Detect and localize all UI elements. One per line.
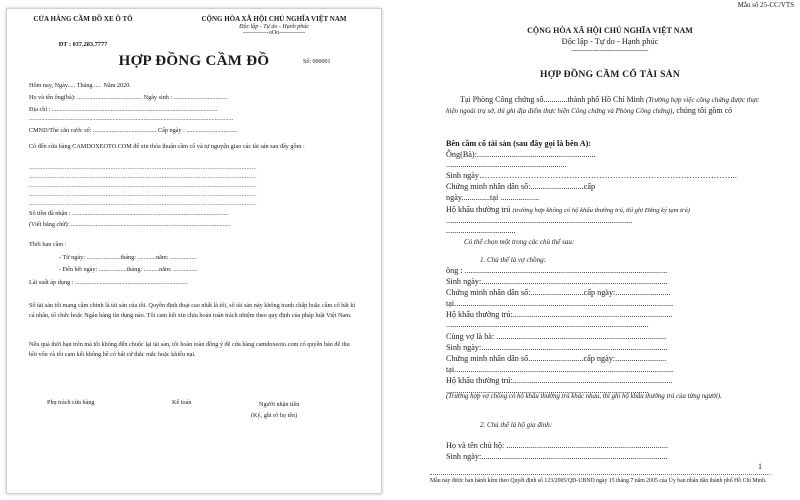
right-contract-page xyxy=(420,0,800,500)
shop-name: CỬA HÀNG CẦM ĐỒ XE Ô TÔ xyxy=(33,15,133,23)
nation-header xyxy=(179,15,369,36)
id-line: CMND/Thẻ căn cước số: ......................................... Cấp ngày : ................................. xyxy=(29,127,238,134)
nation-motto: Độc lập - Tự do - Hạnh phúc xyxy=(239,24,309,30)
to-date: - Đến hết ngày: ..................tháng: ..........năm: ................ xyxy=(59,266,198,273)
wife-residence-dots: ................................................................................................... xyxy=(446,386,649,395)
footer-note xyxy=(430,474,770,485)
asset-line: ...................................................................................................................................... xyxy=(29,165,257,171)
footer-rule xyxy=(430,474,770,475)
page-gap xyxy=(384,0,416,500)
sign-accountant: Kế toán xyxy=(172,399,192,406)
date-line: Hôm nay, Ngày..... Tháng ..... Năm 2020. xyxy=(29,82,131,89)
name-line: Họ và tên ông(bà): .......................................... Ngày sinh : ................................... xyxy=(29,94,228,101)
party-a-id: Chứng minh nhân dân số:..........................cấp xyxy=(446,182,596,191)
from-date: - Từ ngày: ......................tháng: ............năm: ................. xyxy=(59,254,197,261)
contract-title: HỢP ĐỒNG CẦM ĐỒ xyxy=(118,53,270,69)
motto-ornament: --------------------------------- xyxy=(571,46,649,54)
sign-recipient: Người nhận tiền xyxy=(259,401,300,408)
party-a-name: Ông(Bà):.......................................................... xyxy=(446,150,596,159)
motto-ornament: -------------oOo------------- xyxy=(242,30,306,36)
residence-label: Hộ khẩu thường trú xyxy=(446,205,511,214)
residence-dots: .................................. xyxy=(446,226,516,235)
overdue-paragraph: Nếu quá thời hạn trên mà tôi không đến chuộc lại tài sản, tôi hoàn toàn đồng ý để cửa hàng camdoxeoto.com có quyền bán để thu hồi vốn và tôi cam kết không hề có bất cứ thắc mắc hoặc khiếu nại. xyxy=(29,341,350,358)
shop-phone: ĐT : 037.283.7777 xyxy=(58,41,108,48)
left-contract-page xyxy=(6,8,382,494)
wife-id: Chứng minh nhân dân số...........................cấp ngày:......................... xyxy=(446,354,667,363)
asset-line: ...................................................................................................................................... xyxy=(29,174,257,180)
intro-end: , chúng tôi gồm có xyxy=(672,105,733,115)
agreement-text: Có đến cửa hàng CAMDOXEOTO.COM để xin thỏa thuận cầm cố và tự nguyện giao các tài sản sau đây gồm : xyxy=(29,143,305,150)
nation-motto: Độc lập - Tự do - Hạnh phúc xyxy=(561,37,659,46)
husband-id: Chứng minh nhân dân số:..........................cấp ngày:........................... xyxy=(446,288,671,297)
party-a-heading: Bên cầm cố tài sản (sau đây gọi là bên A): xyxy=(446,139,592,148)
choose-subject-note: Có thể chọn một trong các chủ thể sau: xyxy=(464,238,575,246)
household-head-name: Họ và tên chủ hộ: ............................................................................... xyxy=(446,441,668,450)
contract-title: HỢP ĐỒNG CẦM CỐ TÀI SẢN xyxy=(540,70,680,80)
ownership-paragraph: Số tài sản tôi mang cầm chính là tài sản của tôi. Quyền định đoạt cao nhất là tôi, số tài sản này không tranh chấp hoặc cầm cố bất kì cá nhân, tổ chức hoặc Ngân hàng tín dụng nào. Tôi cam kết xin chịu hoàn toàn trách nhiệm theo quy định của pháp luật Việt Nam. xyxy=(29,302,356,319)
residence-dots: ........................................................................................... xyxy=(446,216,633,225)
husband-id-place: tại........................................................................................................... xyxy=(446,299,674,308)
party-a-birth: Sinh ngày………………………………………………………………………………….. xyxy=(446,171,737,180)
subject-household: 2. Chủ thể là hộ gia đình: xyxy=(480,421,553,429)
wife-birth: Sinh ngày:........................................................................................... xyxy=(446,343,668,352)
residence-note: (trường hợp không có hộ khẩu thường trú, thì ghi Đăng ký tạm trú) xyxy=(512,207,690,214)
page-number: 1 xyxy=(758,462,762,471)
amount-received: Số tiền đã nhận : ..................................................................................................... xyxy=(29,210,229,217)
husband-residence: Hộ khẩu thường trú:.............................................................................. xyxy=(446,310,673,319)
wife-id-place: tại........................................................................................................... xyxy=(446,365,674,374)
husband-name: ông : ................................................................................................... xyxy=(446,266,668,275)
intro-main: Tại Phòng Công chứng số............thành phố Hồ Chí Minh xyxy=(460,95,644,104)
asset-line: ...................................................................................................................................... xyxy=(29,192,257,198)
contract-number: Số: 000001 xyxy=(303,59,331,65)
party-a-dots: ........................................................... xyxy=(446,160,567,169)
wife-name: Cùng vợ là bà: ................................................................................... xyxy=(446,332,667,341)
duration-label: Thời hạn cầm : xyxy=(29,241,67,248)
household-head-birth: Sinh ngày:........................................................................................... xyxy=(446,452,668,461)
asset-line: ...................................................................................................................................... xyxy=(29,183,257,189)
sign-store-manager: Phụ trách cửa hàng xyxy=(47,399,95,406)
intro-paragraph xyxy=(446,95,770,116)
wife-residence: Hộ khẩu thường trú:.............................................................................. xyxy=(446,376,673,385)
party-a-residence xyxy=(446,205,690,214)
address-line: Địa chỉ : ........................................................................................................... xyxy=(29,106,218,113)
shop-header xyxy=(29,15,137,48)
husband-birth: Sinh ngày:........................................................................................... xyxy=(446,277,668,286)
sign-recipient-note: (Ký, ghi rõ họ tên) xyxy=(251,412,298,419)
nation-name: CỘNG HÒA XÃ HỘI CHỦ NGHĨA VIỆT NAM xyxy=(201,15,347,23)
blank-line: .................................................................................................................................... xyxy=(29,115,234,122)
party-a-id-date: ngày..............tại ................... xyxy=(446,193,540,202)
interest-rate: Lãi suất áp dụng : ......................................................................... xyxy=(29,279,188,286)
asset-line: ...................................................................................................................................... xyxy=(29,201,257,207)
form-number: Mẫu số 25-CC/VTS xyxy=(737,1,794,9)
footer-text: Mẫu này được ban hành kèm theo Quyết định số 123/2005/QĐ-UBND ngày 15 tháng 7 năm 2005 của Ủy ban nhân dân thành phố Hồ Chí Minh. xyxy=(430,478,767,484)
different-residence-note: (Trường hợp vợ chồng có hộ khẩu thường trú khác nhau, thì ghi hộ khẩu thường trú của từng người). xyxy=(446,393,722,400)
nation-name: CỘNG HÒA XÃ HỘI CHỦ NGHĨA VIỆT NAM xyxy=(527,26,693,35)
intro-note: (Trường hợp việc công chứng được thực hiện ngoài trụ sở, thì ghi địa điểm thực hiện Công chứng và Phòng Công chứng) xyxy=(446,96,760,115)
husband-residence-dots: ................................................................................................... xyxy=(446,320,649,329)
amount-in-words: (Viết bằng chữ): ....................................................................................................... xyxy=(29,221,231,228)
subject-married-couple: 1. Chủ thể là vợ chồng: xyxy=(480,256,546,264)
